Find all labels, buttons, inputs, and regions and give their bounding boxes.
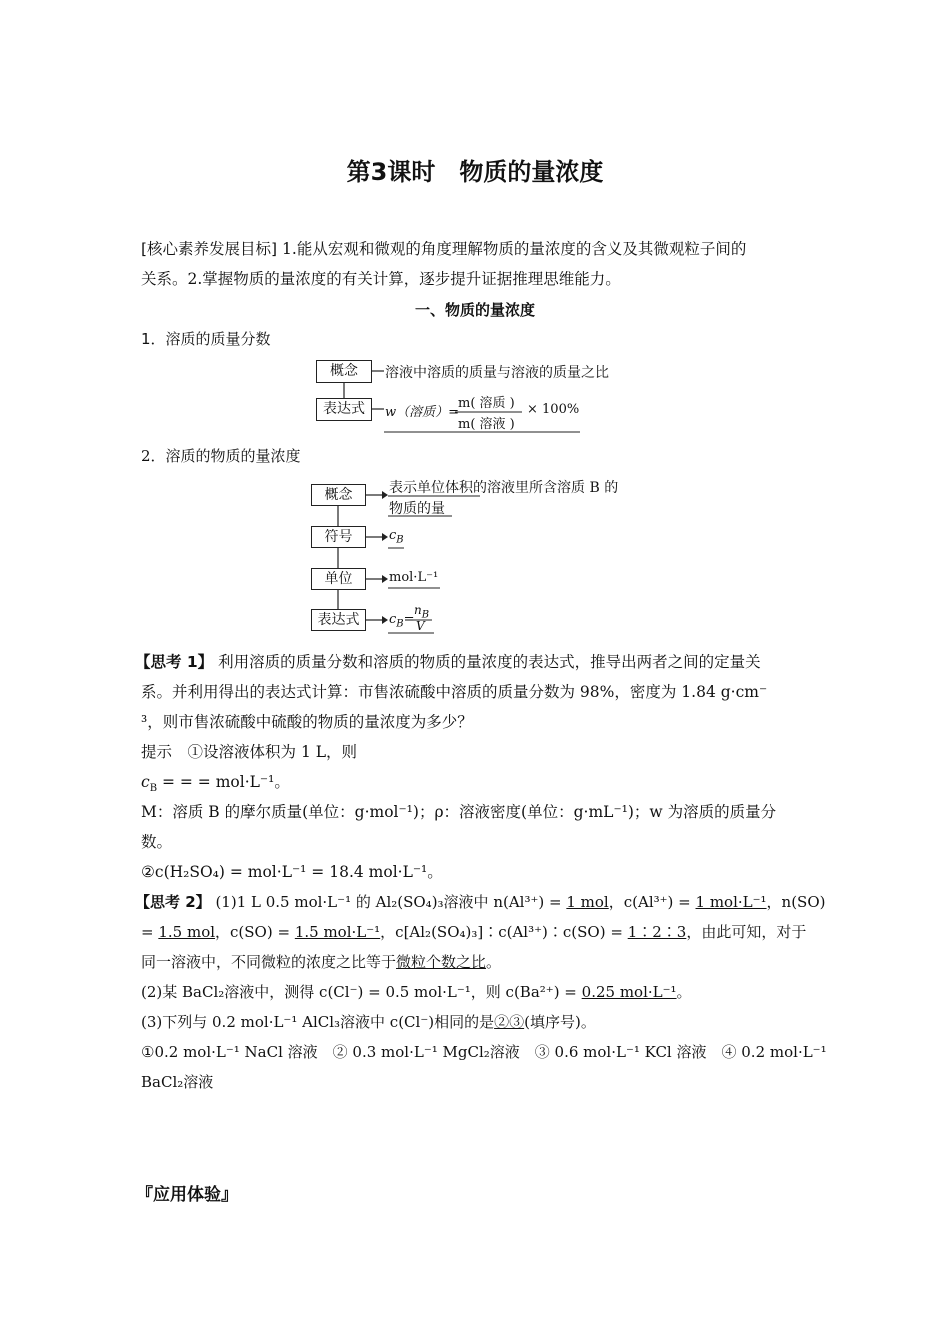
concept-box-2: 概念 <box>311 484 366 506</box>
symbol-text <box>389 528 404 546</box>
q3b: (填序号)。 <box>524 1013 596 1031</box>
think1-line-2: 系。并利用得出的表达式计算：市售浓硫酸中溶质的质量分数为 98%，密度为 1.84 g·cm⁻ <box>141 683 768 701</box>
hint-line-5: ②c(H₂SO₄) = mol·L⁻¹ = 18.4 mol·L⁻¹。 <box>141 863 443 881</box>
q1b-answer: 1 mol·L⁻¹ <box>695 893 767 911</box>
symbol-c: c <box>389 528 397 543</box>
think1-text-1: 利用溶质的质量分数和溶质的物质的量浓度的表达式，推导出两者之间的定量关 <box>218 653 761 671</box>
expr-numerator: m( 溶质 ) <box>458 396 515 411</box>
hint-line-2 <box>141 767 290 797</box>
expr2-left: $c_B=$ <box>389 612 415 630</box>
think1-line-3: ³，则市售浓硫酸中硫酸的物质的量浓度为多少？ <box>141 713 473 731</box>
expr-denominator: m( 溶液 ) <box>458 417 515 432</box>
think2-options-2: BaCl₂溶液 <box>141 1073 214 1091</box>
think2-tag: 【思考 2】 <box>135 893 211 911</box>
concept-text-2b: 物质的量 <box>389 501 445 517</box>
hint-c-sub: B <box>149 783 158 795</box>
hint-text-1: ①设溶液体积为 1 L，则 <box>187 743 358 761</box>
q1c: ，n(SO) <box>766 893 826 911</box>
q1h-answer: 微粒个数之比 <box>396 953 487 971</box>
section-heading: 一、物质的量浓度 <box>414 301 535 319</box>
expr2-c: c <box>389 612 397 627</box>
expr2-numerator <box>414 603 430 621</box>
think2-options: ①0.2 mol·L⁻¹ NaCl 溶液 ② 0.3 mol·L⁻¹ MgCl₂溶液 ③ 0.6 mol·L⁻¹ KCl 溶液 ④ 0.2 mol·L⁻¹ <box>141 1043 827 1061</box>
concept-text-2a: 表示单位体积的溶液里所含溶质 B 的 <box>389 480 619 496</box>
think2-line-5 <box>141 1007 596 1037</box>
expression-box-2: 表达式 <box>311 609 366 631</box>
think2-line-4 <box>141 977 692 1007</box>
think2-line-2 <box>141 917 806 947</box>
q1h: 同一溶液中，不同微粒的浓度之比等于 <box>141 953 397 971</box>
expr2-n: n <box>414 603 422 617</box>
q2-answer: 0.25 mol·L⁻¹ <box>581 983 677 1001</box>
symbol-box: 符号 <box>311 526 366 548</box>
concept-box: 概念 <box>316 360 372 383</box>
q1g: ，由此可知，对于 <box>686 923 807 941</box>
q1e-answer: 1.5 mol·L⁻¹ <box>294 923 381 941</box>
item2-heading: 2．溶质的物质的量浓度 <box>141 447 301 465</box>
think1-tag: 【思考 1】 <box>135 653 214 671</box>
unit-text: mol·L⁻¹ <box>389 570 439 585</box>
think2-line-3 <box>141 947 501 977</box>
hint-c-rest: = = = mol·L⁻¹。 <box>157 773 290 791</box>
expression-box: 表达式 <box>316 398 372 421</box>
apply-section-tag: 『应用体验』 <box>136 1185 238 1205</box>
hint-label: 提示 <box>141 743 173 761</box>
q1i: 。 <box>486 953 502 971</box>
symbol-sub: B <box>396 534 404 546</box>
page-title: 第3课时 物质的量浓度 <box>346 158 604 186</box>
expr2-denominator: V <box>416 619 425 633</box>
expr-right: × 100% <box>527 402 580 417</box>
q1f: ，c[Al₂(SO₄)₃]∶c(Al³⁺)∶c(SO) = <box>380 923 628 941</box>
q1f-answer: 1∶2∶3 <box>627 923 687 941</box>
hint-c: c <box>141 773 150 791</box>
q2a: (2)某 BaCl₂溶液中，测得 c(Cl⁻) = 0.5 mol·L⁻¹，则 c(Ba²⁺) = <box>141 983 582 1001</box>
goals-line-2: 关系。2.掌握物质的量浓度的有关计算，逐步提升证据推理思维能力。 <box>141 270 621 288</box>
q1d: = <box>141 923 159 941</box>
q1b: ，c(Al³⁺) = <box>608 893 696 911</box>
expr2-n-sub: B <box>421 609 430 621</box>
q1e: ，c(SO) = <box>215 923 295 941</box>
expr2-c-sub: B <box>396 618 404 630</box>
hint-line-3: M：溶质 B 的摩尔质量(单位：g·mol⁻¹)；ρ：溶液密度(单位：g·mL⁻¹)；w 为溶质的质量分 <box>141 803 777 821</box>
goals-tag: [核心素养发展目标] <box>141 240 278 258</box>
q2b: 。 <box>676 983 692 1001</box>
hint-line-4: 数。 <box>141 833 173 851</box>
q1d-answer: 1.5 mol <box>158 923 216 941</box>
think2-line-1 <box>135 887 826 917</box>
q1a-answer: 1 mol <box>566 893 609 911</box>
unit-box: 单位 <box>311 568 366 590</box>
q3-answer: ②③ <box>494 1013 525 1031</box>
hint-line-1 <box>141 737 357 767</box>
q3a: (3)下列与 0.2 mol·L⁻¹ AlCl₃溶液中 c(Cl⁻)相同的是 <box>141 1013 495 1031</box>
think1-line-1 <box>135 647 761 677</box>
goals-text-1: 1.能从宏观和微观的角度理解物质的量浓度的含义及其微观粒子间的 <box>282 240 747 258</box>
mass-fraction-concept: 溶液中溶质的质量与溶液的质量之比 <box>385 365 609 381</box>
expr-left: w（溶质）= <box>385 405 460 420</box>
q1a: (1)1 L 0.5 mol·L⁻¹ 的 Al₂(SO₄)₃溶液中 n(Al³⁺) = <box>215 893 567 911</box>
item1-heading: 1．溶质的质量分数 <box>141 330 271 348</box>
